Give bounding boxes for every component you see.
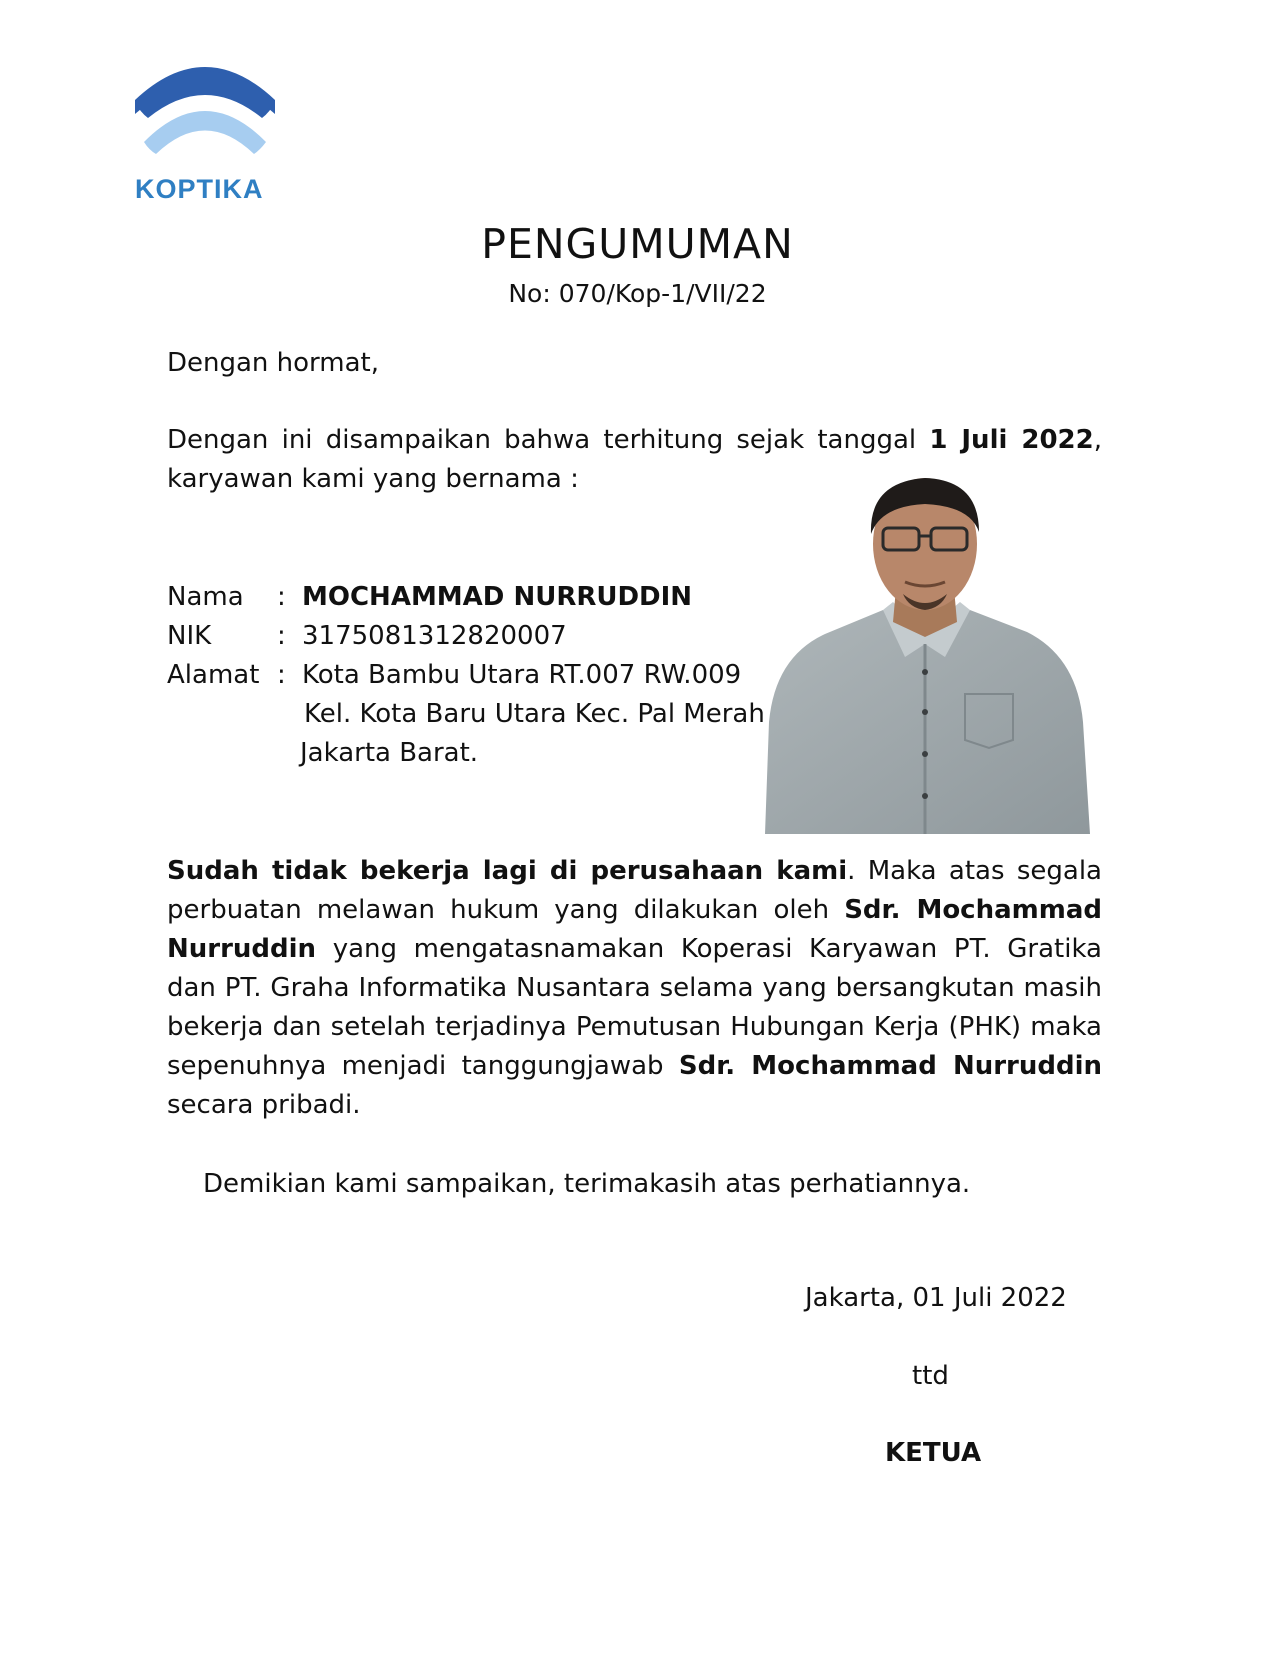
effective-date: 1 Juli 2022 xyxy=(929,425,1094,455)
address-label: Alamat xyxy=(167,660,260,690)
nik-colon: : xyxy=(277,621,286,651)
statement-bold-2: Sdr. Mochammad Nurruddin xyxy=(167,895,1102,964)
intro-text-after: , karyawan kami yang bernama : xyxy=(167,425,1102,494)
signatory-position: KETUA xyxy=(885,1438,982,1468)
signature-mark: ttd xyxy=(912,1361,949,1391)
document-title: PENGUMUMAN xyxy=(481,220,794,268)
greeting: Dengan hormat, xyxy=(167,348,380,378)
address-line-1: Kota Bambu Utara RT.007 RW.009 xyxy=(302,660,742,690)
document-number: No: 070/Kop-1/VII/22 xyxy=(508,279,767,308)
statement-bold-1: Sudah tidak bekerja lagi di perusahaan kami xyxy=(167,856,848,886)
closing-sentence: Demikian kami sampaikan, terimakasih atas perhatiannya. xyxy=(203,1169,971,1199)
address-line-3: Jakarta Barat. xyxy=(300,738,479,768)
employee-photo xyxy=(765,472,1090,834)
logo-arcs-icon xyxy=(130,62,280,172)
name-colon: : xyxy=(277,582,286,612)
address-line-2: Kel. Kota Baru Utara Kec. Pal Merah xyxy=(304,699,765,729)
statement-text-1: . Maka atas segala perbuatan melawan hukum yang dilakukan oleh xyxy=(167,856,1102,925)
name-label: Nama xyxy=(167,582,244,612)
statement-bold-3: Sdr. Mochammad Nurruddin xyxy=(678,1051,1103,1081)
logo-text: KOPTIKA xyxy=(135,174,264,204)
koptika-logo xyxy=(125,62,285,207)
person-photo-icon xyxy=(765,472,1090,834)
nik-value: 3175081312820007 xyxy=(302,621,567,651)
name-value: MOCHAMMAD NURRUDDIN xyxy=(302,582,693,612)
address-colon: : xyxy=(277,660,286,690)
statement-text-2: yang mengatasnamakan Koperasi Karyawan PT. Gratika dan PT. Graha Informatika Nusantara selama yang bersangkutan masih bekerja dan setelah terjadinya Pemutusan Hubungan Kerja (PHK) maka sepenuhnya menjadi tanggungjawab xyxy=(167,934,1102,1081)
statement-text-3: secara pribadi. xyxy=(167,1090,361,1120)
nik-label: NIK xyxy=(167,621,212,651)
intro-text-before: Dengan ini disampaikan bahwa terhitung sejak tanggal xyxy=(167,425,930,455)
place-and-date: Jakarta, 01 Juli 2022 xyxy=(805,1283,1067,1313)
statement-paragraph xyxy=(167,852,1102,1125)
